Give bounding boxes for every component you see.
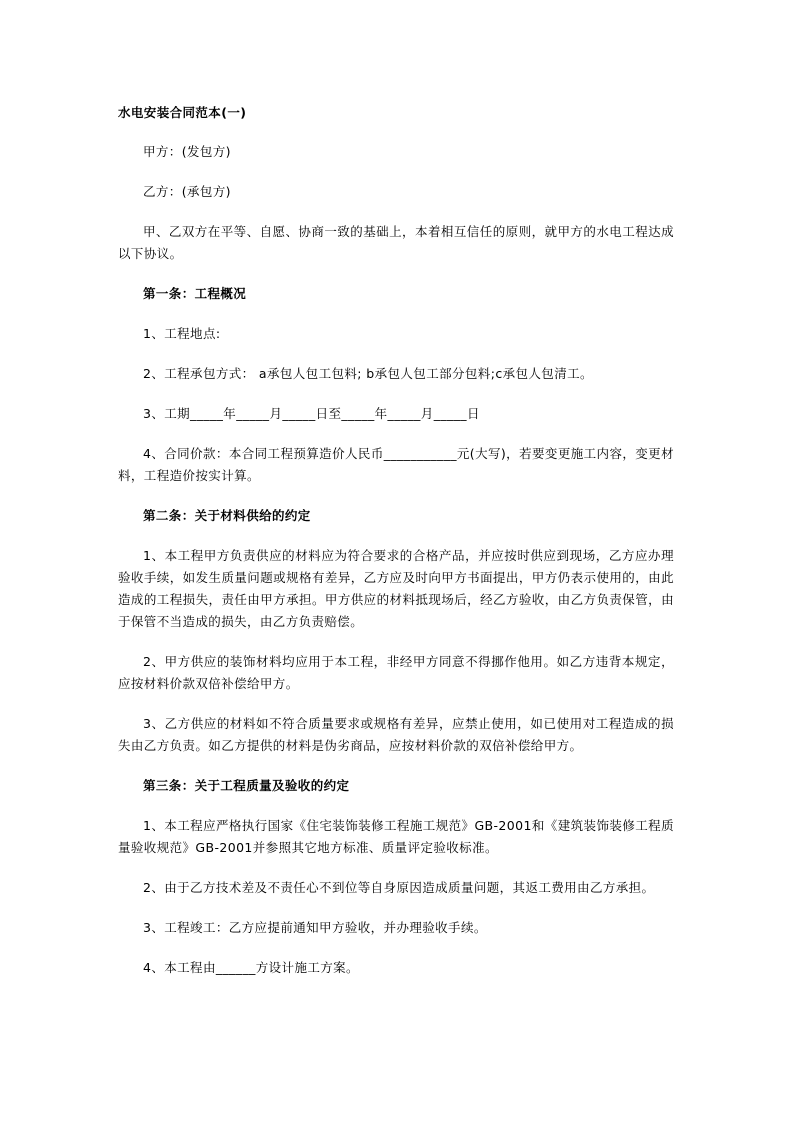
document-body (118, 102, 674, 997)
preamble-paragraph: 甲、乙双方在平等、自愿、协商一致的基础上，本着相互信任的原则，就甲方的水电工程达成以下协议。 (118, 224, 674, 261)
article-1-item-1: 1、工程地点: (143, 326, 221, 341)
article-3-item-2: 2、由于乙方技术差及不责任心不到位等自身原因造成质量问题，其返工费用由乙方承担。 (143, 880, 655, 895)
article-3-item-3: 3、工程竣工：乙方应提前通知甲方验收，并办理验收手续。 (143, 920, 487, 935)
article-1-item-4: 4、合同价款：本合同工程预算造价人民币___________元(大写)，若要变更施工内容，变更材料，工程造价按实计算。 (118, 446, 674, 483)
article-2-item-2: 2、甲方供应的装饰材料均应用于本工程，非经甲方同意不得挪作他用。如乙方违背本规定，应按材料价款双倍补偿给甲方。 (118, 654, 674, 691)
article-3-item-4: 4、本工程由______方设计施工方案。 (143, 960, 359, 975)
article-2-item-3: 3、乙方供应的材料如不符合质量要求或规格有差异，应禁止使用，如已使用对工程造成的损失由乙方负责。如乙方提供的材料是伪劣商品，应按材料价款的双倍补偿给甲方。 (118, 716, 674, 753)
article-3-item-1: 1、本工程应严格执行国家《住宅装饰装修工程施工规范》GB-2001和《建筑装饰装修工程质量验收规范》GB-2001并参照其它地方标准、质量评定验收标准。 (118, 818, 674, 855)
party-b-line: 乙方：(承包方) (143, 184, 231, 199)
article-1-heading: 第一条：工程概况 (143, 286, 247, 301)
article-1-item-3: 3、工期_____年_____月_____日至_____年_____月_____日 (143, 406, 480, 421)
party-a-line: 甲方：(发包方) (143, 144, 231, 159)
article-3-heading: 第三条：关于工程质量及验收的约定 (143, 778, 350, 793)
document-title: 水电安装合同范本(一) (118, 105, 247, 120)
article-2-heading: 第二条：关于材料供给的约定 (143, 508, 311, 523)
article-2-item-1: 1、本工程甲方负责供应的材料应为符合要求的合格产品，并应按时供应到现场，乙方应办理验收手续，如发生质量问题或规格有差异，乙方应及时向甲方书面提出，甲方仍表示使用的，由此造成的工程损失，责任由甲方承担。甲方供应的材料抵现场后，经乙方验收，由乙方负责保管，由于保管不当造成的损失，由乙方负责赔偿。 (118, 548, 674, 629)
article-1-item-2: 2、工程承包方式： a承包人包工包料; b承包人包工部分包料;c承包人包清工。 (143, 366, 593, 381)
